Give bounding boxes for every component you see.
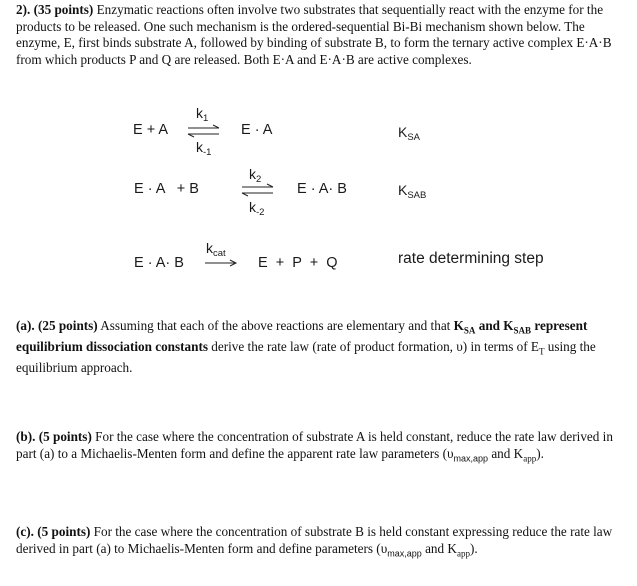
problem-intro: [16, 2, 624, 68]
equilibrium-arrow-1: [186, 124, 222, 138]
problem-number: 2). (35 points): [16, 2, 94, 17]
part-a-label: (a). (25 points): [16, 318, 98, 333]
reaction2-k-forward: $k_2$: [249, 166, 262, 185]
reaction1-reactants: E + A: [133, 122, 169, 138]
reaction3-k-cat: $k_{cat}$: [206, 240, 226, 259]
reaction2-constant: $K_{SAB}$: [398, 182, 427, 201]
reaction2-reactants: E · A + B: [134, 181, 199, 197]
reaction1-k-forward: $k_1$: [196, 105, 209, 124]
reaction3-products: E + P + Q: [258, 255, 338, 271]
part-c: (c). (5 points) For the case where the concentration of substrate B is held constant expressing reduce the rate law derived in part (a) to Michaelis-Menten form and define parameters ($\upsilon_{max,app}$ and $K_{app}$).: [16, 524, 613, 559]
forward-arrow: [203, 259, 239, 267]
reaction3-reactants: E · A· B: [134, 255, 184, 271]
part-b: (b). (5 points) For the case where the concentration of substrate A is held constant, reduce the rate law derived in part (a) to a Michaelis-Menten form and define the apparent rate law parameters ($\upsilon_{max,app}$ and $K_{app}$).: [16, 429, 613, 464]
reaction1-products: E · A: [241, 122, 273, 138]
intro-text: Enzymatic reactions often involve two substrates that sequentially react with the enzyme for the products to be released. One such mechanism is the ordered-sequential Bi-Bi mechanism shown below. The enzyme, E, first binds substrate A, followed by binding of substrate B, to form the ternary active complex E·A·B from which products P and Q are released. Both E·A and E·A·B are active complexes.: [16, 2, 612, 67]
part-a: (a). (25 points) Assuming that each of the above reactions are elementary and that $K_{SA}$ and $K_{SAB}$ represent equilibrium dissociation constants derive the rate law (rate of product formation, υ) in terms of $E_T$ using the equilibrium approach.: [16, 318, 596, 376]
reaction1-k-reverse: $k_{-1}$: [196, 139, 212, 158]
reaction2-k-reverse: $k_{-2}$: [249, 199, 265, 218]
rate-determining-note: rate determining step: [398, 250, 544, 267]
reaction2-products: E · A· B: [297, 181, 347, 197]
equilibrium-arrow-2: [240, 183, 276, 197]
part-b-label: (b). (5 points): [16, 429, 92, 444]
reaction1-constant: $K_{SA}$: [398, 124, 421, 143]
part-c-label: (c). (5 points): [16, 524, 91, 539]
